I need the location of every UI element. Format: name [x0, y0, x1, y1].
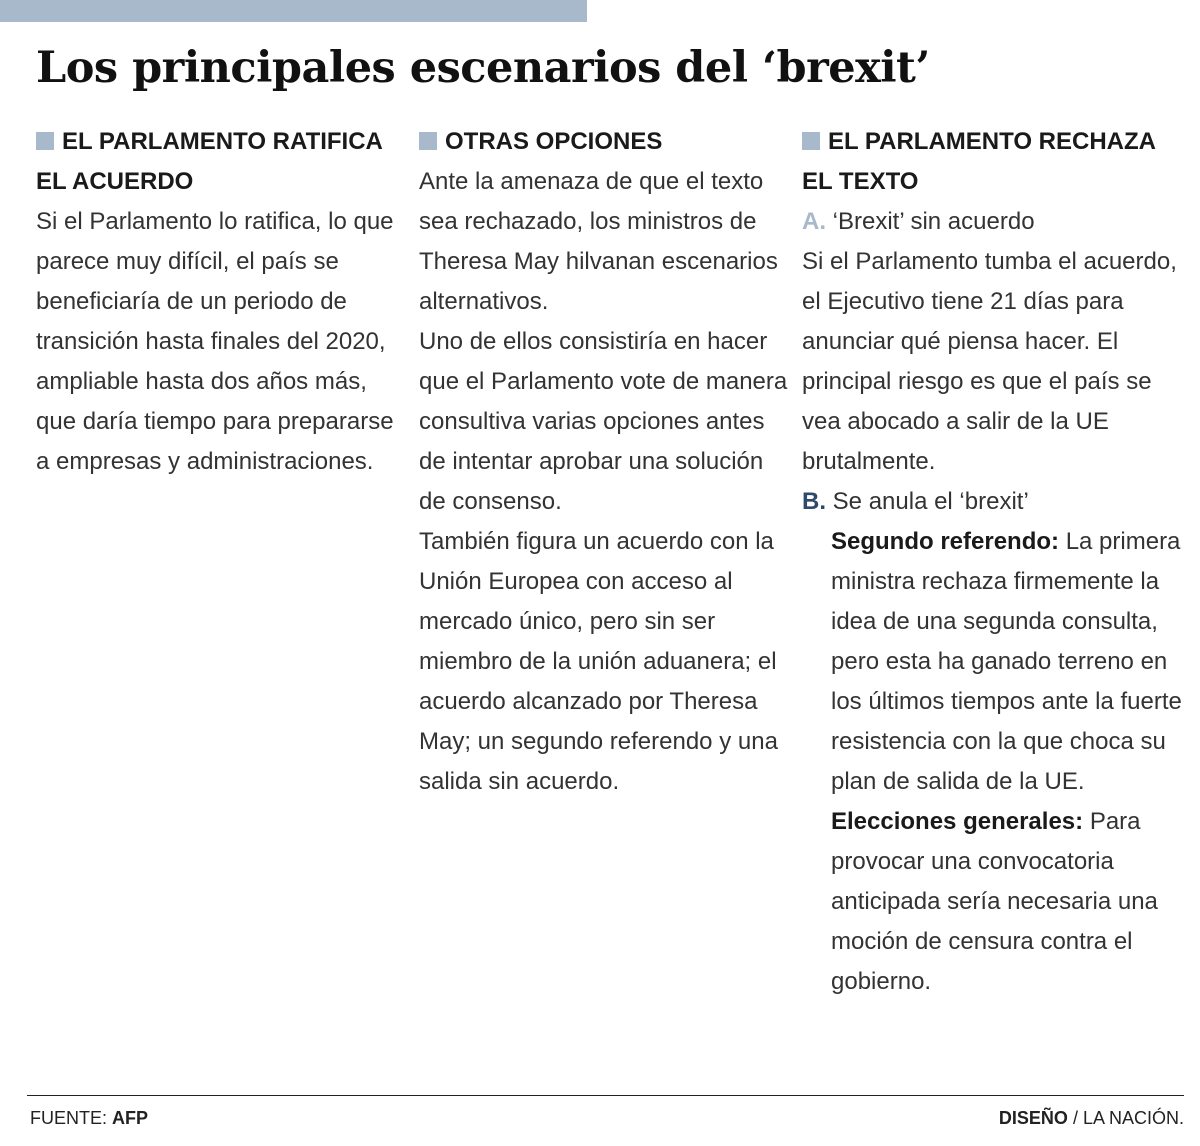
- column-heading-text: EL PARLAMENTO RATIFICA EL ACUERDO: [36, 128, 382, 195]
- scenario-letter: A.: [802, 208, 826, 235]
- scenario-title-text: Se anula el ‘brexit’: [832, 488, 1029, 515]
- option-body: Para provocar una convocatoria anticipada sería necesaria una moción de censura contra el gobierno.: [831, 808, 1158, 995]
- column-heading: [36, 122, 404, 202]
- column-heading-text: OTRAS OPCIONES: [445, 128, 663, 155]
- top-accent-bar: [0, 0, 587, 22]
- scenario-title-text: ‘Brexit’ sin acuerdo: [832, 208, 1035, 235]
- paragraph: También figura un acuerdo con la Unión Europea con acceso al mercado único, pero sin ser miembro de la unión aduanera; el acuerdo alcanzado por Theresa May; un segundo referendo y una salida sin acuerdo.: [419, 528, 778, 795]
- footer-design: [999, 1106, 1184, 1130]
- column-heading: [419, 122, 791, 162]
- column-ratifica: [36, 122, 404, 482]
- paragraph: Uno de ellos consistiría en hacer que el Parlamento vote de manera consultiva varias opciones antes de intentar aprobar una solución de consenso.: [419, 328, 788, 515]
- option-body: La primera ministra rechaza firmemente la idea de una segunda consulta, pero esta ha ganado terreno en los últimos tiempos ante la fuerte resistencia con la que choca su plan de salida de la UE.: [831, 528, 1182, 795]
- design-value: LA NACIÓN.: [1082, 1108, 1184, 1128]
- scenario-letter: B.: [802, 488, 826, 515]
- column-otras-opciones: [419, 122, 791, 802]
- column-body: Si el Parlamento lo ratifica, lo que parece muy difícil, el país se beneficiaría de un periodo de transición hasta finales del 2020, ampliable hasta dos años más, que daría tiempo para prepararse a empresas y administraciones.: [36, 208, 394, 475]
- option-segundo-referendo: [802, 522, 1192, 802]
- design-separator: /: [1072, 1108, 1078, 1128]
- scenario-a-title: [802, 202, 1192, 242]
- option-elecciones-generales: [802, 802, 1192, 1002]
- source-label: FUENTE:: [30, 1108, 108, 1128]
- scenario-b-title: [802, 482, 1192, 522]
- square-bullet-icon: [419, 132, 437, 150]
- column-rechaza: [802, 122, 1192, 1002]
- option-label: Elecciones generales:: [831, 808, 1084, 835]
- option-label: Segundo referendo:: [831, 528, 1060, 555]
- column-heading: [802, 122, 1192, 202]
- footer-source: [30, 1106, 148, 1130]
- square-bullet-icon: [802, 132, 820, 150]
- design-label: DISEÑO: [998, 1108, 1068, 1128]
- square-bullet-icon: [36, 132, 54, 150]
- footer-divider: [27, 1095, 1184, 1096]
- source-value: AFP: [112, 1108, 149, 1128]
- page-title: Los principales escenarios del ‘brexit’: [36, 43, 930, 93]
- scenario-a-body: Si el Parlamento tumba el acuerdo, el Ejecutivo tiene 21 días para anunciar qué piensa hacer. El principal riesgo es que el país se vea abocado a salir de la UE brutalmente.: [802, 248, 1177, 475]
- paragraph: Ante la amenaza de que el texto sea rechazado, los ministros de Theresa May hilvanan escenarios alternativos.: [419, 168, 778, 315]
- column-heading-text: EL PARLAMENTO RECHAZA EL TEXTO: [802, 128, 1156, 195]
